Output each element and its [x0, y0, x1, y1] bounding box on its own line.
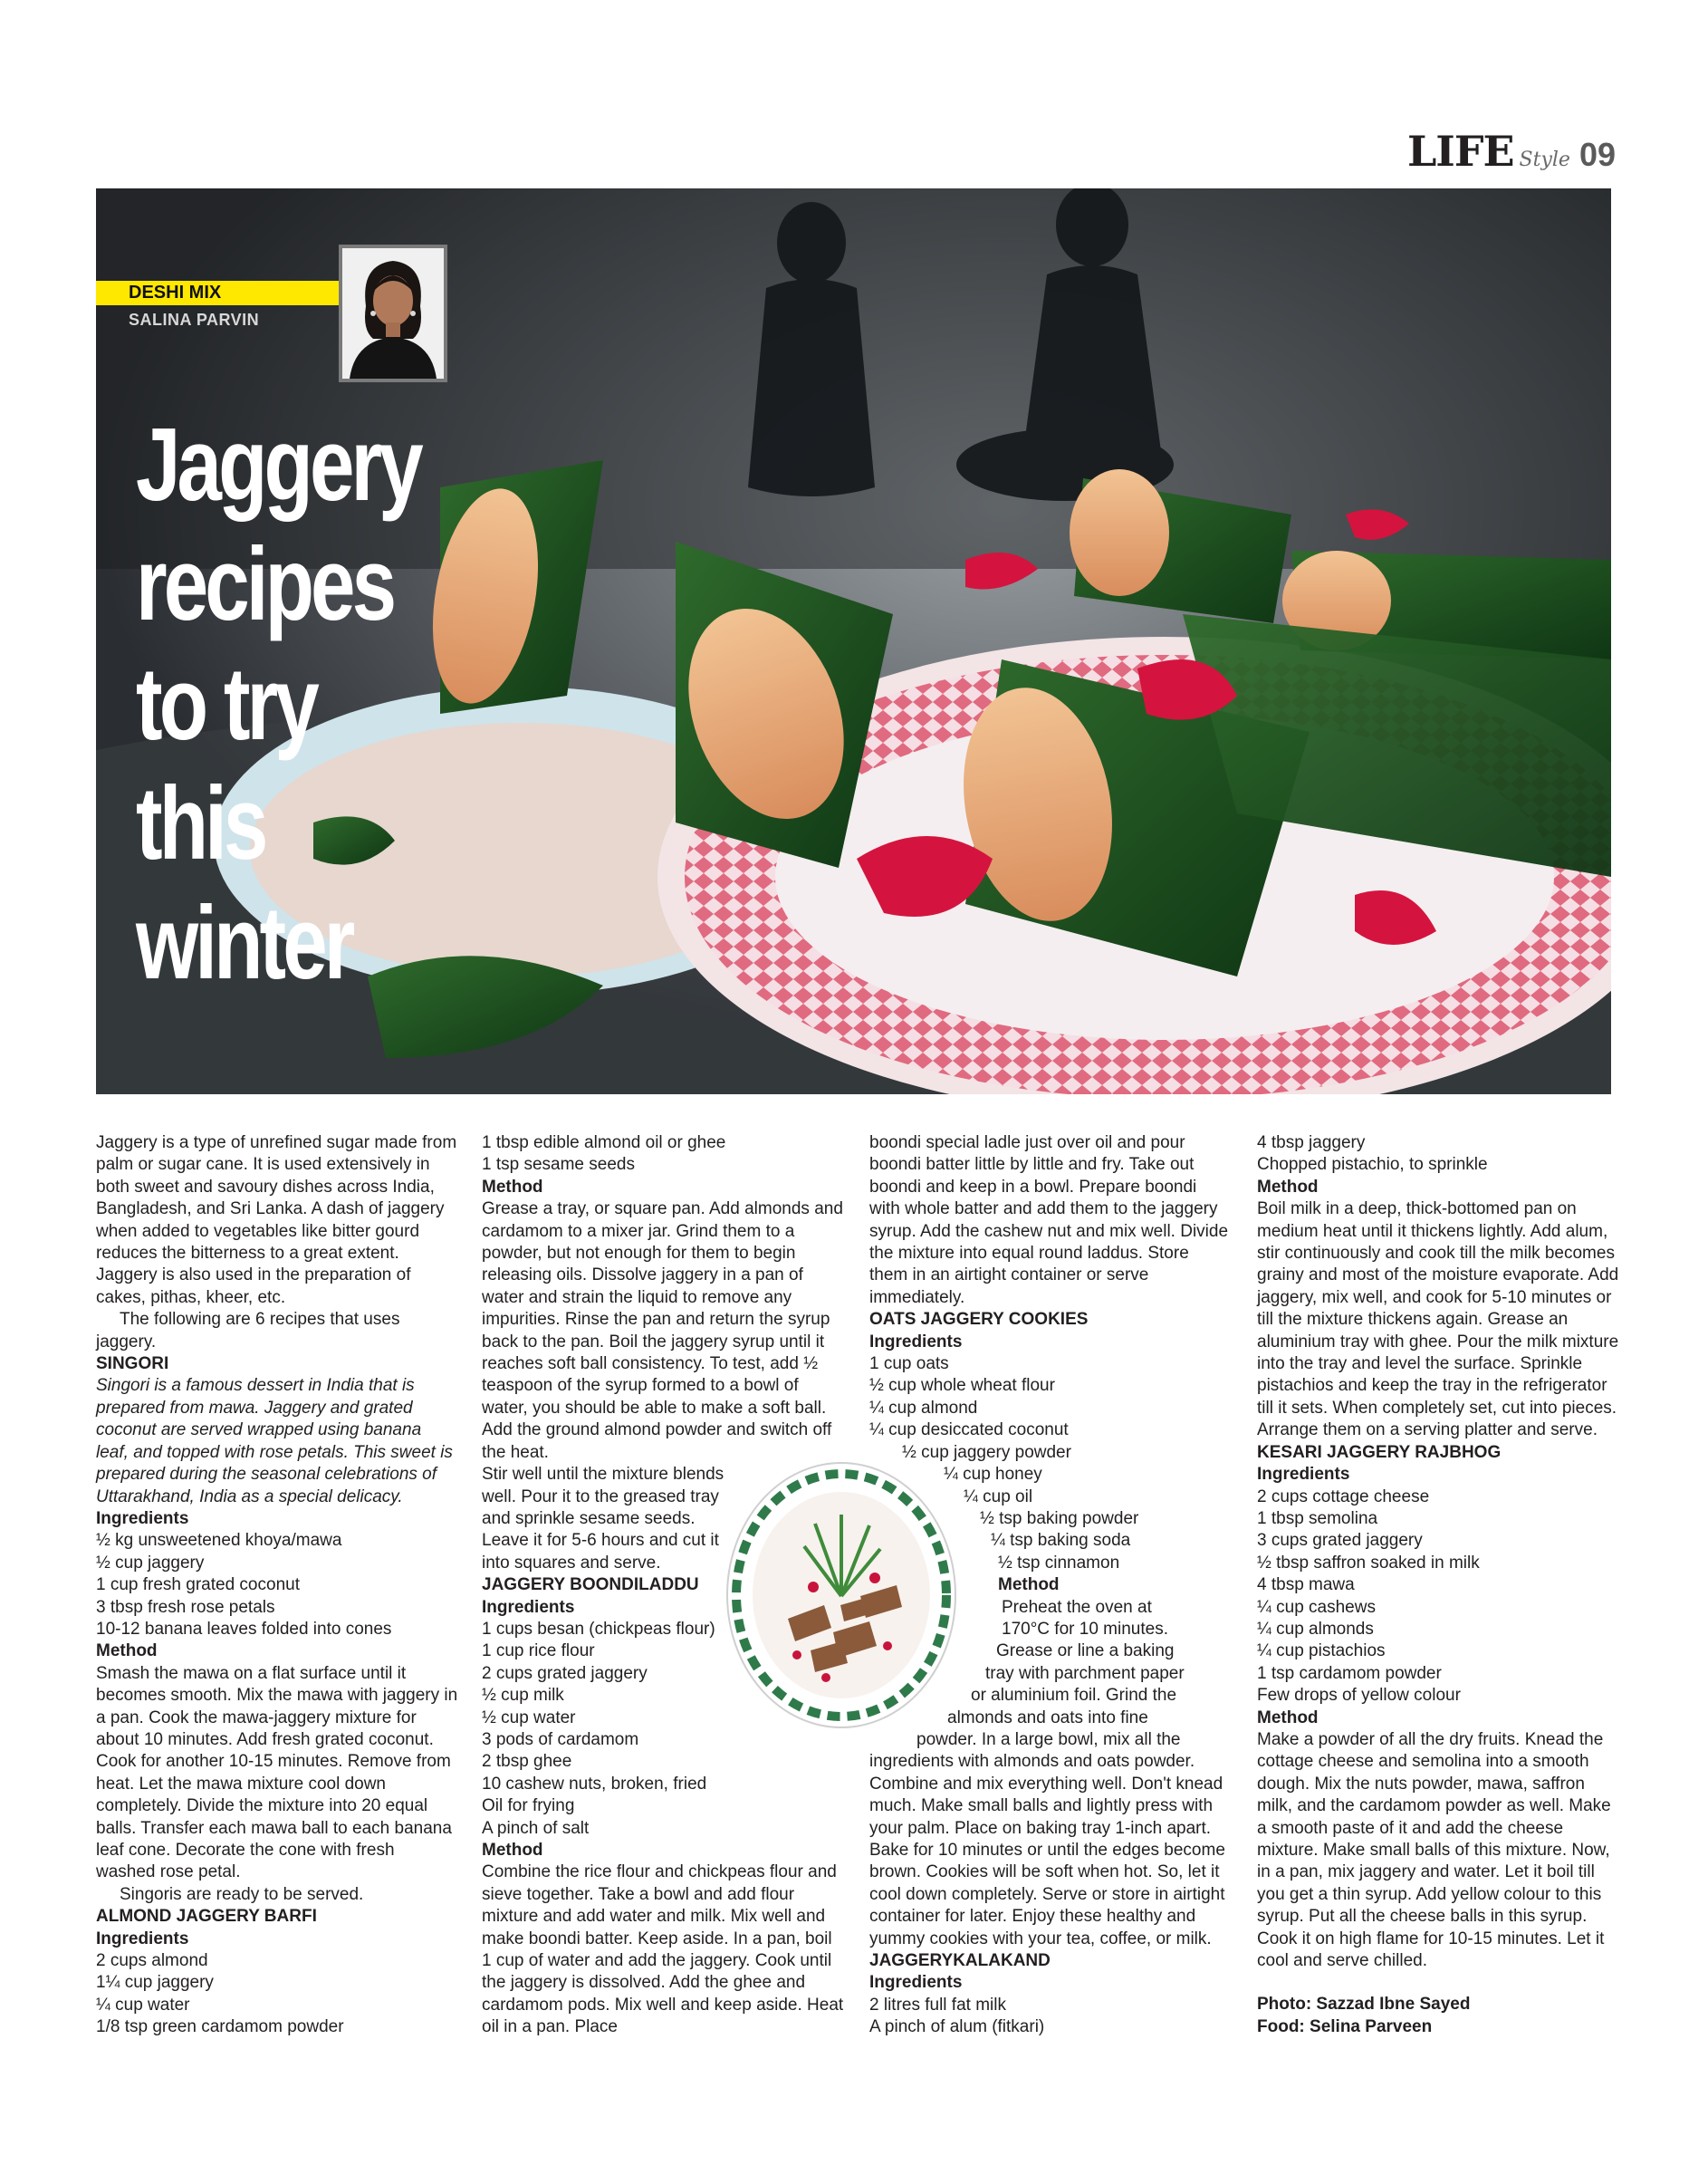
intro-paragraph: Jaggery is a type of unrefined sugar made from palm or sugar cane. It is used extensively in both sweet and savoury dishes across India, Bangladesh, and Sri Lanka. A dash of jaggery when added to vegetables like bitter gourd reduces the bitterness to a great extent. Jaggery is also used in the preparation of cakes, pithas, kheer, etc.: [96, 1133, 457, 1307]
ingredient-item: 1 cups besan (chickpeas flour): [482, 1619, 715, 1639]
headline-line: this: [136, 766, 265, 881]
ingredient-item: 1 tbsp edible almond oil or ghee: [482, 1133, 726, 1152]
method-heading: Method: [482, 1841, 543, 1860]
ingredient-item: ½ tbsp saffron soaked in milk: [1257, 1553, 1480, 1573]
text-column-4: [1257, 1132, 1619, 2038]
ingredient-item: Oil for frying: [482, 1796, 575, 1816]
hero-photo: [96, 188, 1611, 1094]
method-text: boondi special ladle just over oil and pour boondi batter little by little and fry. Take out boondi and keep in a bowl. Prepare boondi with whole batter and add them to the jaggery syrup. Add the cashew nut and mix well. Divide the mixture into equal round laddus. Store them in an airtight container or serve immediately.: [869, 1133, 1229, 1307]
ingredient-item: 1 tbsp semolina: [1257, 1508, 1378, 1528]
ingredients-heading: Ingredients: [869, 1332, 963, 1352]
ingredient-item: ¼ cup almonds: [1257, 1619, 1374, 1639]
ingredient-item: 10-12 banana leaves folded into cones: [96, 1619, 392, 1639]
method-closing: Singoris are ready to be served.: [120, 1884, 364, 1904]
method-line: Preheat the oven at: [1002, 1597, 1152, 1617]
method-line: 170°C for 10 minutes.: [1002, 1619, 1168, 1639]
ingredients-heading: Ingredients: [1257, 1465, 1350, 1485]
text-column-1: [96, 1132, 458, 2039]
ingredient-item: ½ cup water: [482, 1707, 576, 1727]
headline-line: Jaggery: [136, 408, 420, 523]
ingredient-item: ¼ cup oil: [964, 1486, 1033, 1506]
ingredient-item: ¼ cup water: [96, 1995, 190, 2015]
ingredient-item: ¼ tsp baking soda: [991, 1531, 1131, 1551]
method-line: Grease or line a baking: [996, 1641, 1175, 1661]
ingredient-item: 4 tbsp mawa: [1257, 1575, 1355, 1595]
method-heading: Method: [482, 1177, 543, 1197]
method-text: ingredients with almonds and oats powder. Combine and mix everything well. Don't knead much. Make small balls and lightly press with your palm. Place on baking tray 1-inch apart. Bake for 10 minutes or until the edges become brown. Cookies will be soft when hot. So, let it cool down completely. Serve or store in airtight container for later. Enjoy these healthy and yummy cookies with your tea, coffee, or milk.: [869, 1752, 1225, 1948]
ingredient-item: ¼ cup cashews: [1257, 1597, 1376, 1617]
author-portrait-icon: [342, 248, 444, 379]
author-byline: SALINA PARVIN: [129, 311, 260, 329]
ingredient-item: Chopped pistachio, to sprinkle: [1257, 1155, 1488, 1175]
ingredient-item: 10 cashew nuts, broken, fried: [482, 1774, 707, 1794]
ingredients-heading: Ingredients: [482, 1597, 575, 1617]
ingredient-item: ¼ cup honey: [944, 1465, 1042, 1485]
ingredients-heading: Ingredients: [96, 1508, 189, 1528]
ingredient-item: 2 cups grated jaggery: [482, 1663, 648, 1683]
spacer: [1257, 1972, 1619, 1994]
ingredient-item: Few drops of yellow colour: [1257, 1686, 1461, 1706]
masthead-brand-suffix: Style: [1519, 149, 1570, 171]
ingredient-item: 1 cup rice flour: [482, 1641, 595, 1661]
ingredient-item: ½ cup milk: [482, 1686, 564, 1706]
page-number: 09: [1578, 136, 1616, 173]
ingredient-item: 3 pods of cardamom: [482, 1729, 639, 1749]
ingredient-item: 1/8 tsp green cardamom powder: [96, 2017, 344, 2037]
method-text: Combine the rice flour and chickpeas flour and sieve together. Take a bowl and add flour mixture and add water and milk. Mix well and make boondi batter. Keep aside. In a pan, boil 1 cup of water and add the jaggery. Cook until the jaggery is dissolved. Add the ghee and cardamom pods. Mix well and keep aside. Heat oil in a pan. Place: [482, 1862, 844, 2037]
method-text: Smash the mawa on a flat surface until it becomes smooth. Mix the mawa with jaggery in a pan. Cook the mawa-jaggery mixture for about 10 minutes. Add fresh grated coconut. Cook for another 10-15 minutes. Remove from heat. Let the mawa mixture cool down completely. Divide the mixture into 20 equal balls. Transfer each mawa ball to each banana leaf cone. Decorate the cone with fresh washed rose petal.: [96, 1663, 458, 1882]
ingredient-item: 3 cups grated jaggery: [1257, 1531, 1423, 1551]
photo-credit: Photo: Sazzad Ibne Sayed: [1257, 1995, 1471, 2015]
ingredient-item: 2 cups cottage cheese: [1257, 1486, 1430, 1506]
method-text: Boil milk in a deep, thick-bottomed pan on medium heat until it thickens lightly. Add alum, stir continuously and cook till the milk becomes grainy and most of the moisture evaporate. Add jaggery, mix well, and cook for 5-10 minutes or till the mixture thickens again. Grease an aluminium tray with ghee. Pour the milk mixture into the tray and level the surface. Sprinkle pistachios and keep the tray in the refrigerator till it sets. When completely set, cut into pieces. Arrange them on a serving platter and serve.: [1257, 1199, 1619, 1440]
recipe-heading-cookies: OATS JAGGERY COOKIES: [869, 1310, 1089, 1330]
method-text: Grease a tray, or square pan. Add almonds and cardamom to a mixer jar. Grind them to a powder, but not enough for them to begin releasing oils. Dissolve jaggery in a pan of water and strain the liquid to remove any impurities. Rinse the pan and return the syrup back to the pan. Boil the jaggery syrup until it reaches soft ball consistency. To test, add ½ teaspoon of the syrup formed to a bowl of water, you should be able to make a soft ball. Add the ground almond powder and switch off the heat.: [482, 1199, 843, 1462]
ingredient-item: ¼ cup desiccated coconut: [869, 1420, 1069, 1440]
article-headline: [136, 406, 444, 1004]
ingredient-item: A pinch of alum (fitkari): [869, 2017, 1045, 2037]
ingredient-item: ¼ cup pistachios: [1257, 1641, 1386, 1661]
recipe-description: Singori is a famous dessert in India that is prepared from mawa. Jaggery and grated coconut are served wrapped using banana leaf, and topped with rose petals. This sweet is prepared during the seasonal celebrations of Uttarakhand, India as a special delicacy.: [96, 1376, 453, 1506]
method-heading: Method: [998, 1575, 1060, 1595]
inset-plate-photo: [724, 1460, 958, 1730]
masthead: [1407, 127, 1616, 176]
plate-illustration: [724, 1460, 958, 1730]
recipe-heading-singori: SINGORI: [96, 1354, 169, 1374]
ingredient-item: 1 tsp cardamom powder: [1257, 1663, 1442, 1683]
recipe-heading-kalakand: JAGGERYKALAKAND: [869, 1951, 1051, 1971]
method-line: powder. In a large bowl, mix all the: [916, 1729, 1181, 1749]
ingredient-item: ¼ cup almond: [869, 1398, 978, 1418]
ingredient-item: 1 tsp sesame seeds: [482, 1155, 635, 1175]
headline-line: to try: [136, 647, 316, 762]
method-heading: Method: [1257, 1177, 1319, 1197]
masthead-brand: LIFE: [1406, 127, 1514, 176]
ingredient-item: ½ cup jaggery powder: [902, 1442, 1071, 1462]
ingredient-item: 2 cups almond: [96, 1951, 208, 1971]
ingredient-item: 4 tbsp jaggery: [1257, 1133, 1366, 1152]
method-text-wrap: Stir well until the mixture blends well. Pour it to the greased tray and sprinkle sesame seeds. Leave it for 5-6 hours and cut it into squares and serve.: [482, 1465, 724, 1573]
ingredient-item: ½ cup whole wheat flour: [869, 1376, 1055, 1396]
recipe-heading-rajbhog: KESARI JAGGERY RAJBHOG: [1257, 1442, 1502, 1462]
method-line: or aluminium foil. Grind the: [971, 1686, 1177, 1706]
headline-line: recipes: [136, 527, 394, 642]
method-text: Make a powder of all the dry fruits. Knead the cottage cheese and semolina into a smooth dough. Mix the nuts powder, mawa, saffron milk, and the cardamom powder as well. Make a smooth paste of it and add the cheese mixture. Make small balls of this mixture. Now, in a pan, mix jaggery and water. Let it boil till you get a thin syrup. Add yellow colour to this syrup. Put all the cheese balls in this syrup. Cook it on high flame for 10-15 minutes. Let it cool and serve chilled.: [1257, 1729, 1611, 1971]
ingredient-item: ½ tsp baking powder: [980, 1508, 1139, 1528]
ingredient-item: ½ cup jaggery: [96, 1553, 205, 1573]
ingredient-item: 1 cup oats: [869, 1354, 949, 1374]
ingredients-heading: Ingredients: [869, 1973, 963, 1993]
recipe-heading-boondiladdu: JAGGERY BOONDILADDU: [482, 1575, 699, 1595]
ingredient-item: 2 litres full fat milk: [869, 1995, 1006, 2015]
ingredient-item: ½ tsp cinnamon: [998, 1553, 1120, 1573]
ingredient-item: A pinch of salt: [482, 1818, 590, 1838]
method-heading: Method: [1257, 1707, 1319, 1727]
ingredient-item: 1 cup fresh grated coconut: [96, 1575, 300, 1595]
kicker-label: DESHI MIX: [129, 283, 222, 303]
ingredients-heading: Ingredients: [96, 1929, 189, 1948]
intro-paragraph-2: The following are 6 recipes that uses jaggery.: [96, 1310, 400, 1352]
method-heading: Method: [96, 1641, 158, 1661]
headline-line: winter: [136, 886, 352, 1001]
food-credit: Food: Selina Parveen: [1257, 2016, 1433, 2036]
ingredient-item: 1¼ cup jaggery: [96, 1973, 214, 1993]
method-line: tray with parchment paper: [985, 1663, 1185, 1683]
author-photo: [339, 245, 447, 382]
recipe-heading-barfi: ALMOND JAGGERY BARFI: [96, 1907, 317, 1927]
ingredient-item: 2 tbsp ghee: [482, 1752, 572, 1772]
ingredient-item: 3 tbsp fresh rose petals: [96, 1597, 275, 1617]
method-line: almonds and oats into fine: [947, 1707, 1148, 1727]
ingredient-item: ½ kg unsweetened khoya/mawa: [96, 1531, 342, 1551]
